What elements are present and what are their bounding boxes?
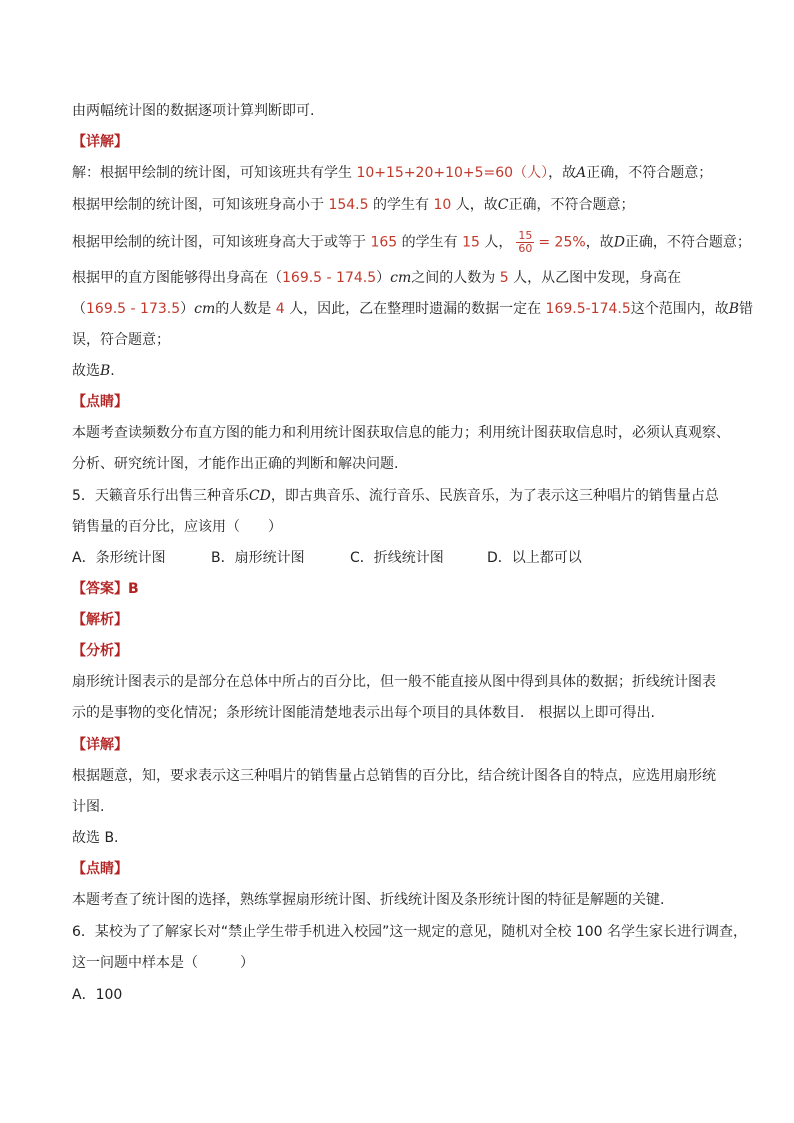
choose-line: 故选B.: [72, 363, 115, 379]
solution-line-4: 根据甲的直方图能够得出身高在（169.5 - 174.5）cm之间的人数为 5 人，从乙图中发现，身高在: [72, 270, 682, 286]
question-5-line-2: 销售量的百分比，应该用（ ）: [72, 519, 282, 535]
detail-header: 【详解】: [72, 134, 128, 150]
fenxi-line-1: 扇形统计图表示的是部分在总体中所占的百分比，但一般不能直接从图中得到具体的数据；折线统计图表: [72, 674, 716, 690]
solution-line-6: 误，符合题意；: [72, 332, 170, 348]
solution-line-1: 解：根据甲绘制的统计图，可知该班共有学生 10+15+20+10+5=60（人），故A正确，不符合题意；: [72, 165, 713, 181]
solution-line-2: 根据甲绘制的统计图，可知该班身高小于 154.5 的学生有 10 人，故C正确，不符合题意；: [72, 197, 635, 213]
intro-text: 由两幅统计图的数据逐项计算判断即可.: [72, 103, 315, 119]
option-a: A．条形统计图: [72, 550, 166, 566]
question-6-line-2: 这一问题中样本是（ ）: [72, 955, 254, 971]
option-b: B．扇形统计图: [211, 550, 305, 566]
q5-choose-line: 故选 B.: [72, 830, 119, 846]
option-d: D．以上都可以: [487, 550, 582, 566]
question-6-line-1: 6．某校为了了解家长对“禁止学生带手机进入校园”这一规定的意见，随机对全校 100 名学生家长进行调查，: [72, 924, 748, 940]
question-5-line-1: 5．天籁音乐行出售三种音乐CD，即古典音乐、流行音乐、民族音乐，为了表示这三种唱片的销售量占总: [72, 488, 719, 504]
fenxi-line-2: 示的是事物的变化情况；条形统计图能清楚地表示出每个项目的具体数目． 根据以上即可得出.: [72, 705, 655, 721]
q5-detail-line-2: 计图.: [72, 799, 105, 815]
point-line-1: 本题考查读频数分布直方图的能力和利用统计图获取信息的能力；利用统计图获取信息时，必须认真观察、: [72, 425, 730, 441]
q5-detail-line-1: 根据题意，知，要求表示这三种唱片的销售量占总销售的百分比，结合统计图各自的特点，应选用扇形统: [72, 768, 716, 784]
point-header: 【点睛】: [72, 394, 128, 410]
q5-detail-header: 【详解】: [72, 737, 128, 753]
option-c: C．折线统计图: [350, 550, 444, 566]
fraction: $\frac{15}{60}$: [518, 229, 533, 255]
question-6-option-a: A．100: [72, 987, 123, 1003]
q5-point-header: 【点睛】: [72, 861, 128, 877]
fenxi-header: 【分析】: [72, 643, 128, 659]
jiexi-header: 【解析】: [72, 612, 128, 628]
solution-line-3: 根据甲绘制的统计图，可知该班身高大于或等于 165 的学生有 15 人， $\frac{15}{60}$ = 25%，故D正确，不符合题意；: [72, 229, 751, 255]
answer-line: 【答案】B: [72, 581, 139, 597]
q5-point-line: 本题考查了统计图的选择，熟练掌握扇形统计图、折线统计图及条形统计图的特征是解题的关键.: [72, 892, 665, 908]
point-line-2: 分析、研究统计图，才能作出正确的判断和解决问题.: [72, 456, 399, 472]
question-5-options: [72, 548, 582, 568]
solution-line-5: （169.5 - 173.5）cm的人数是 4 人，因此，乙在整理时遗漏的数据一定在 169.5-174.5这个范围内，故B错: [72, 301, 754, 317]
